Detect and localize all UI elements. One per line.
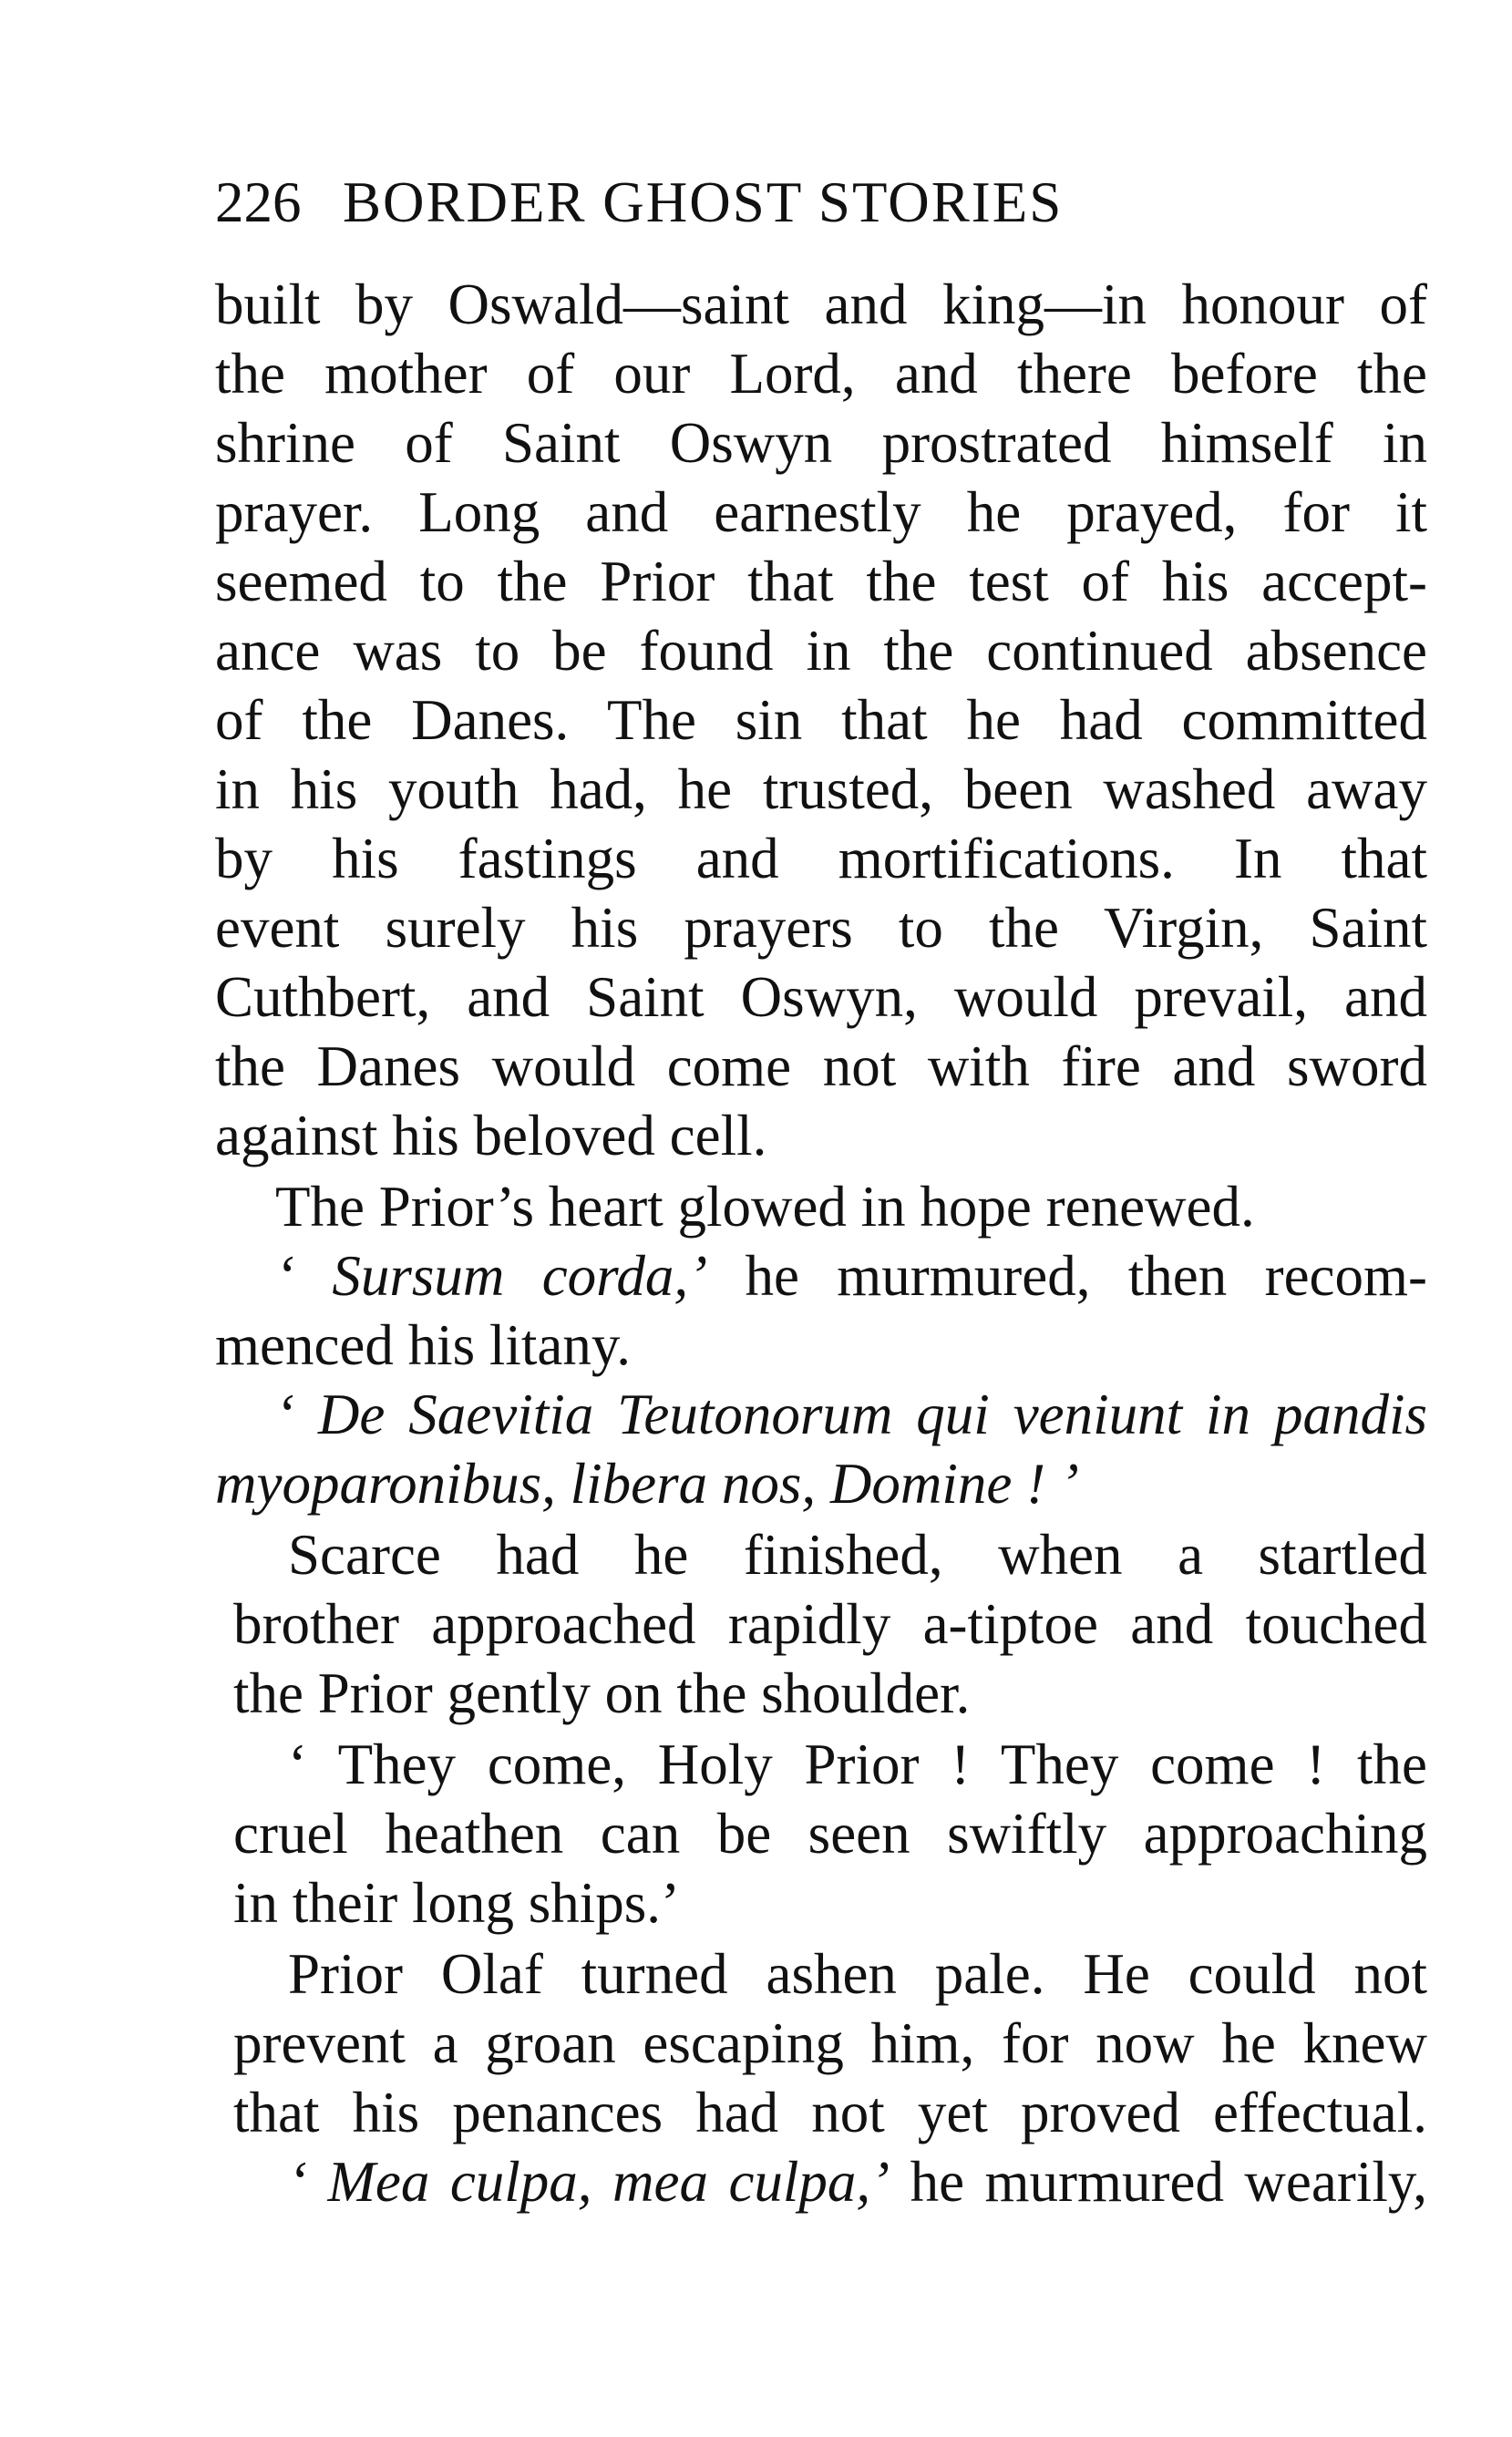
text-line: prevent a groan escaping him, for now he knew [233,2011,1427,2075]
text-line: Prior Olaf turned ashen pale. He could not [288,1942,1427,2006]
text-line: the mother of our Lord, and there before the [215,342,1427,406]
text-line: the Danes would come not with fire and sword [215,1034,1427,1098]
running-title: BORDER GHOST STORIES [343,170,1064,234]
text-line: built by Oswald—saint and king—in honour of [215,272,1427,336]
text-line: The Prior’s heart glowed in hope renewed. [275,1175,1255,1239]
text-line-with-italic [275,1241,1427,1311]
text-line: ‘ They come, Holy Prior ! They come ! the [288,1733,1427,1796]
text-line: ance was to be found in the continued absence [215,619,1427,683]
latin-litany-line: ‘ De Saevitia Teutonorum qui veniunt in pandis [275,1383,1427,1446]
text-line: Cuthbert, and Saint Oswyn, would prevail, and [215,965,1427,1029]
text-line: by his fastings and mortifications. In that [215,827,1427,890]
text-line: the Prior gently on the shoulder. [233,1661,971,1725]
page-header [215,166,1436,239]
italic-phrase: ‘ Sursum corda,’ [275,1244,708,1308]
text-line: of the Danes. The sin that he had committed [215,688,1427,752]
text-line: in his youth had, he trusted, been washed away [215,757,1427,821]
text-line: brother approached rapidly a-tiptoe and touched [233,1592,1427,1656]
page-number: 226 [215,170,302,234]
text-fragment: he murmured, then recom- [745,1244,1428,1308]
text-line: shrine of Saint Oswyn prostrated himself in [215,411,1427,475]
text-line: in their long ships.’ [233,1871,680,1935]
text-fragment: he murmured wearily, [910,2150,1427,2214]
text-line: that his penances had not yet proved effectual. [233,2081,1427,2144]
italic-phrase: ‘ Mea culpa, mea culpa,’ [288,2150,890,2214]
text-line: prayer. Long and earnestly he prayed, for it [215,480,1427,544]
text-line: cruel heathen can be seen swiftly approaching [233,1802,1427,1866]
text-line: event surely his prayers to the Virgin, Saint [215,896,1427,960]
latin-litany-line: myoparonibus, libera nos, Domine ! ’ [215,1452,1079,1516]
text-line: seemed to the Prior that the test of his accept- [215,550,1427,613]
text-line-with-italic [288,2147,1427,2216]
text-line: menced his litany. [215,1313,632,1377]
text-line: against his beloved cell. [215,1104,767,1167]
text-line: Scarce had he finished, when a startled [288,1523,1427,1587]
